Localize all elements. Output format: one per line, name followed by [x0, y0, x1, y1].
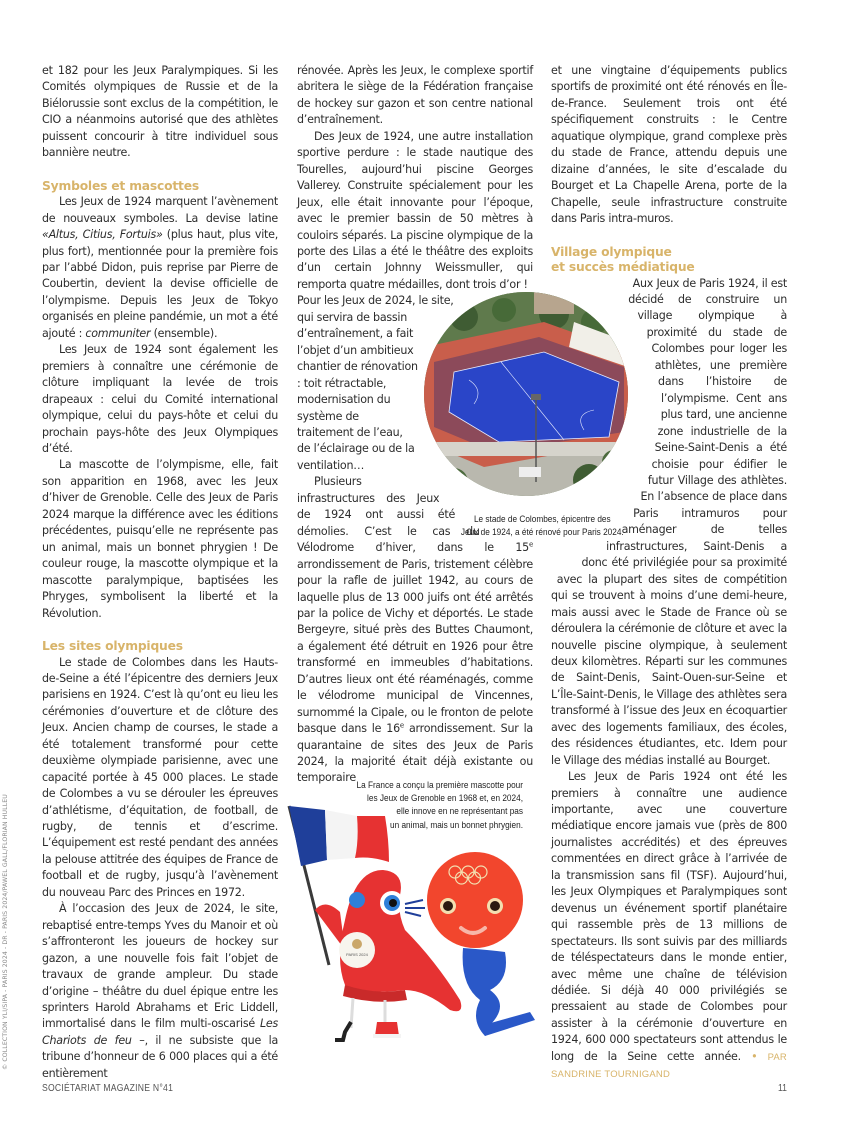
text: À l’occasion des Jeux de 2024, le site, rebaptisé entre-temps Yves du Manoir et où s’affronteront les joueurs de hockey sur gazon, a une nouvelle fois fait l’objet de travaux de grande ampleur. Du stade d’origine – théâtre du duel épique entre les sprinters Harold Abrahams et Eric Liddell, immortalisé dans le film multi-oscarisé [42, 902, 278, 1031]
badge-text: PARIS 2024 [346, 952, 368, 957]
paragraph: Pour les Jeux de 2024, le site, qui servira de bassin d’entraînement, a fait l’objet d’un ambitieux chantier de rénovation : toit rétractable, modernisation du système de traitement de l’eau, de l’éclairage ou de la ventilation… [297, 294, 454, 472]
stadium-photo [424, 292, 628, 496]
caption-line: Jeux de 1924, a été rénové pour Paris 2024. [460, 527, 624, 538]
film-title: Les Chariots de feu [42, 1017, 278, 1047]
heading-line: Village olympique [551, 244, 672, 259]
stadium-illustration [424, 292, 628, 496]
mascot-illustration [285, 800, 545, 1050]
text: Les Jeux de Paris 1924 ont été les premiers à connaître une audience importante, avec une couverture médiatique encore jamais vue (près de 800 journalistes accrédités) et des épreuves commentées en direct grâce à l’arrivée de la transmission sans fil (TSF). Aujourd’hui, les Jeux Olympiques et Paralympiques sont devenus un événement sportif planétaire qui rassemble près de 13 millions de spectateurs. Ils sont suivis par des milliards de téléspectateurs dans le monde entier, avec même une chaîne de télévision dédiée. Si déjà 40 000 privilégiés se pressaient au stade de Colombes pour assister à la cérémonie d’ouverture en 1924, 600 000 spectateurs sont attendus le long de la Seine cette année. [551, 770, 787, 1063]
stadium-photo-caption [452, 513, 633, 539]
phryges-mascots-image [285, 800, 545, 1050]
text: arrondissement de Paris, tristement célèbre pour la rafle de juillet 1942, au cours de laquelle plus de 13 000 juifs ont été arrêtés par la police de Vichy et déportés. Le stade Bergeyre, situé près des Buttes Chaumont, a également été détruit en 1926 pour être transformé en immeubles d’habitations. D’autres lieux ont été réaménagés, comme le vélodrome municipal de Vincennes, surnommé la Cipale, ou le fronton de pelote basque dans le 16 [297, 557, 533, 736]
paragraph [42, 901, 278, 1082]
paragraph: et 182 pour les Jeux Paralympiques. Si les Comités olympiques de Russie et de la Biélorussie sont exclus de la compétition, le CIO a néanmoins autorisé que des athlètes puissent concourir à titre individuel sous bannière neutre. [42, 64, 278, 160]
heading-line: et succès médiatique [551, 260, 695, 275]
text: (plus haut, plus vite, plus fort), mentionnée pour la première fois par l’abbé Didon, puis reprise par Pierre de Coubertin, devient la devise officielle de l’olympisme. Depuis les Jeux de Tokyo organisés en pleine pandémie, un mot a été ajouté : [42, 228, 278, 340]
byline: PAR SANDRINE TOURNIGAND [551, 1051, 787, 1081]
superscript: e [528, 540, 533, 549]
text: Plusieurs infrastructures des Jeux de 1924 ont aussi été démolies. C’est le cas du Vélodrome d’hiver, dans le 15 [297, 475, 529, 555]
text: –, il ne subsiste que la tribune d’honneur de 6 000 places qui a été entièrement [42, 1033, 278, 1080]
section-heading-sites: Les sites olympiques [42, 639, 183, 653]
paralympic-phryge-mascot [427, 852, 535, 1036]
motto: «Altus, Citius, Fortuis» [42, 228, 163, 242]
paragraph [42, 194, 278, 342]
paragraph: Les Jeux de 1924 sont également les premiers à connaître une cérémonie de clôture impliquant la levée de trois drapeaux : celui du Comité international olympique, celui du pays-hôte et celui du prochain pays-hôte des Jeux Olympiques d’été. [42, 343, 278, 456]
article-column-1 [42, 63, 278, 1082]
end-bullet: • [751, 1049, 758, 1063]
paragraph: Le stade de Colombes dans les Hauts-de-Seine a été l’épicentre des derniers Jeux parisiens en 1924. C’est là qu’ont eu lieu les cérémonies d’ouverture et de clôture des Jeux. Ancien champ de courses, le stade a été totalement transformé pour cette deuxième olympiade parisienne, avec une capacité portée à 45 000 places. Le stade de Colombes a vu se dérouler les épreuves d’athlétisme, d’équitation, de football, de rugby, de tennis et d’escrime. L’équipement est resté pendant des années la pelouse attitrée des équipes de France de football et de rugby, jusqu’à l’avènement du nouveau Parc des Princes en 1972. [42, 655, 278, 899]
superscript: e [399, 721, 404, 730]
caption-line: elle innove en ne représentant pas [396, 806, 523, 818]
caption-line: un animal, mais un bonnet phrygien. [389, 819, 523, 831]
paragraph [551, 769, 787, 1084]
paris-2024-badge [339, 932, 375, 968]
caption-line: les Jeux de Grenoble en 1968 et, en 2024, [367, 793, 523, 805]
article-column-3 [551, 63, 787, 1084]
text: Les Jeux de 1924 marquent l’avènement de nouveaux symboles. La devise latine [42, 195, 278, 225]
section-heading-village [551, 245, 787, 276]
caption-line: La France a conçu la première mascotte pour [356, 780, 523, 791]
text: arrondissement. Sur la quarantaine de sites des Jeux de Paris 2024, la majorité était déjà existante ou temporaire [297, 722, 533, 785]
paragraph: rénovée. Après les Jeux, le complexe sportif abritera le siège de la Fédération française de hockey sur gazon et son centre national d’entraînement. [297, 64, 533, 127]
footer-magazine-name: SOCIÉTARIAT MAGAZINE N°41 [42, 1082, 174, 1094]
caption-line: Le stade de Colombes, épicentre des [473, 514, 611, 525]
paragraph: et une vingtaine d’équipements publics sportifs de proximité ont été rénovés en Île-de-France. Seulement trois ont été spécifiquement construits : le Centre aquatique olympique, grand complexe près du stade de France, attendu depuis une dizaine d’années, le site d’escalade du Bourget et La Chapelle Arena, porte de la Chapelle, seule infrastructure construite dans Paris intra-muros. [551, 64, 787, 226]
french-flag-icon [289, 806, 389, 866]
footer-page-number: 11 [778, 1082, 787, 1094]
text: (ensemble). [150, 326, 218, 340]
photo-credit: © COLLECTION YLI/SIPA - PARIS 2024 - DR - PARIS 2024/PAWEL GALL/FLORIAN HULLEU [2, 794, 9, 1070]
section-heading-symboles: Symboles et mascottes [42, 178, 199, 193]
paragraph: Aux Jeux de Paris 1924, il est décidé de construire un village olympique à proximité du stade de Colombes pour loger les athlètes, une première dans l’histoire de l’olympisme. Cent ans plus tard, une ancienne zone industrielle de la Seine-Saint-Denis a été choisie pour édifier le futur Village des athlètes. En l’absence de place dans Paris intramuros pour aménager de telles infrastructures, Saint-Denis a donc été privilégiée pour sa proximité avec la plupart des sites de compétition qui se trouvent à moins d’une demi-heure, mais aussi avec le Stade de France où se déroulera la cérémonie de clôture et avec la nouvelle piscine olympique, à seulement deux kilomètres. Réparti sur les communes de Saint-Denis, Saint-Ouen-sur-Seine et L’Île-Saint-Denis, le Village des athlètes sera transformé à l’issue des Jeux en écoquartier avec des logements familiaux, des écoles, des résidences étudiantes, etc. Idem pour le Village des médias installé au Bourget. [551, 276, 787, 767]
paragraph: Des Jeux de 1924, une autre installation sportive perdure : le stade nautique des Tourelles, aujourd’hui piscine Georges Vallerey. Construite spécialement pour les Jeux, elle était innovante pour l’époque, avec le premier bassin de 50 mètres à couloirs séparés. La piscine olympique de la porte des Lilas a été le théâtre des exploits d’un certain Johnny Weissmuller, qui remporta quatre médailles, dont trois d’or ! [297, 129, 533, 291]
latin-word: communiter [85, 326, 151, 340]
paragraph: La mascotte de l’olympisme, elle, fait son apparition en 1968, avec les Jeux d’hiver de Grenoble. Celle des Jeux de Paris 2024 marque la différence avec les éditions précédentes, puisqu’elle ne représente pas un animal, mais un bonnet phrygien ! De couleur rouge, la mascotte olympique et la mascotte paralympique, baptisées les Phryges, symbolisent la liberté et la Révolution. [42, 458, 278, 620]
